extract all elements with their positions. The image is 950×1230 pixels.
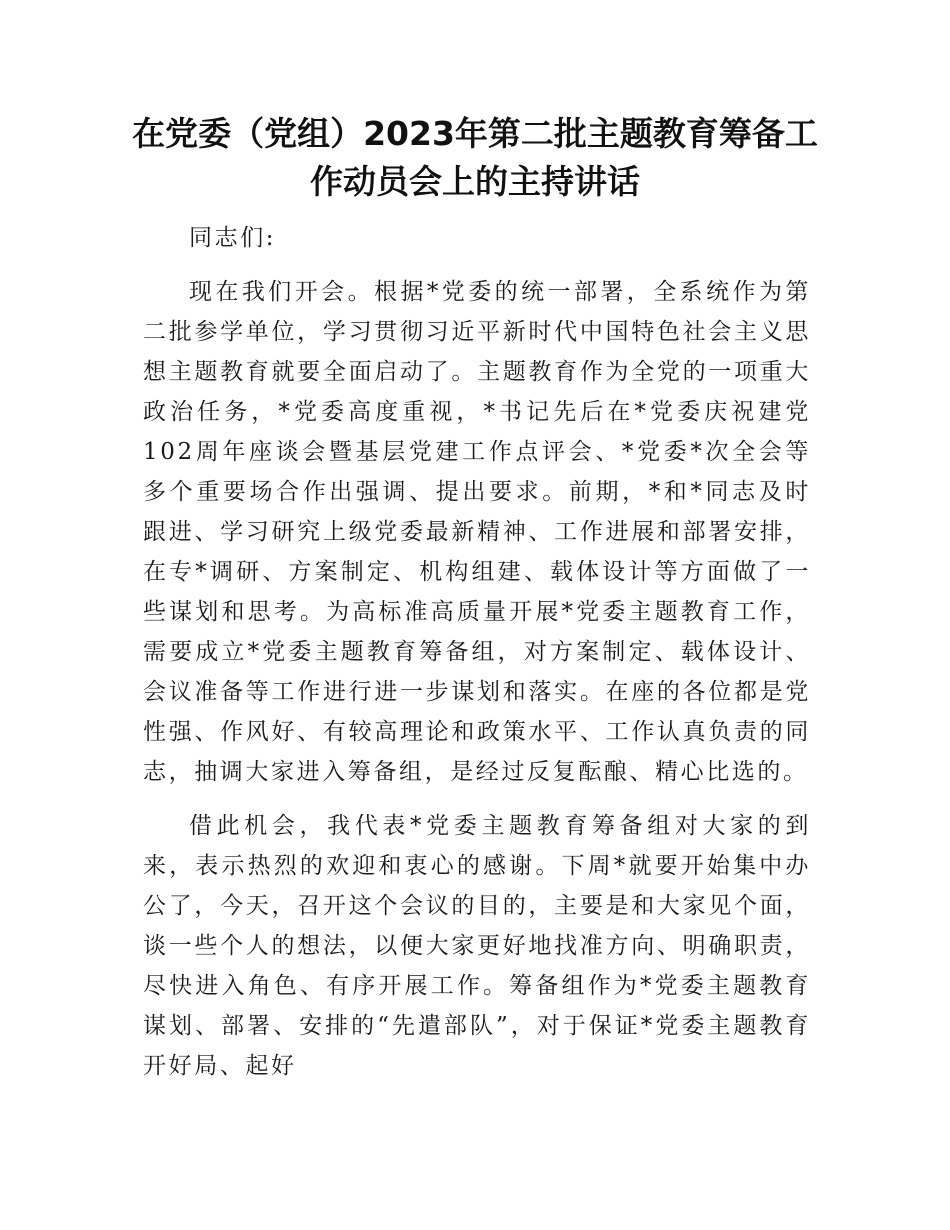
salutation: 同志们: (189, 225, 277, 251)
document-body (143, 218, 811, 1090)
document-title: 在党委（党组）2023年第二批主题教育筹备工作动员会上的主持讲话 (132, 114, 818, 201)
paragraph-1: 现在我们开会。根据*党委的统一部署，全系统作为第二批参学单位，学习贯彻习近平新时代中国特色社会主义思想主题教育就要全面启动了。主题教育作为全党的一项重大政治任务，*党委高度重视，*书记先后在*党委庆祝建党102周年座谈会暨基层党建工作点评会、*党委*次全会等多个重要场合作出强调、提出要求。前期，*和*同志及时跟进、学习研究上级党委最新精神、工作进展和部署安排，在专*调研、方案制定、机构组建、载体设计等方面做了一些谋划和思考。为高标准高质量开展*党委主题教育工作，需要成立*党委主题教育筹备组，对方案制定、载体设计、会议准备等工作进行进一步谋划和落实。在座的各位都是党性强、作风好、有较高理论和政策水平、工作认真负责的同志，抽调大家进入筹备组，是经过反复酝酿、精心比选的。 (143, 279, 811, 785)
paragraph-2: 借此机会，我代表*党委主题教育筹备组对大家的到来，表示热烈的欢迎和衷心的感谢。下周*就要开始集中办公了，今天，召开这个会议的目的，主要是和大家见个面，谈一些个人的想法，以便大家更好地找准方向、明确职责，尽快进入角色、有序开展工作。筹备组作为*党委主题教育谋划、部署、安排的“先遣部队”，对于保证*党委主题教育开好局、起好 (143, 813, 811, 1079)
